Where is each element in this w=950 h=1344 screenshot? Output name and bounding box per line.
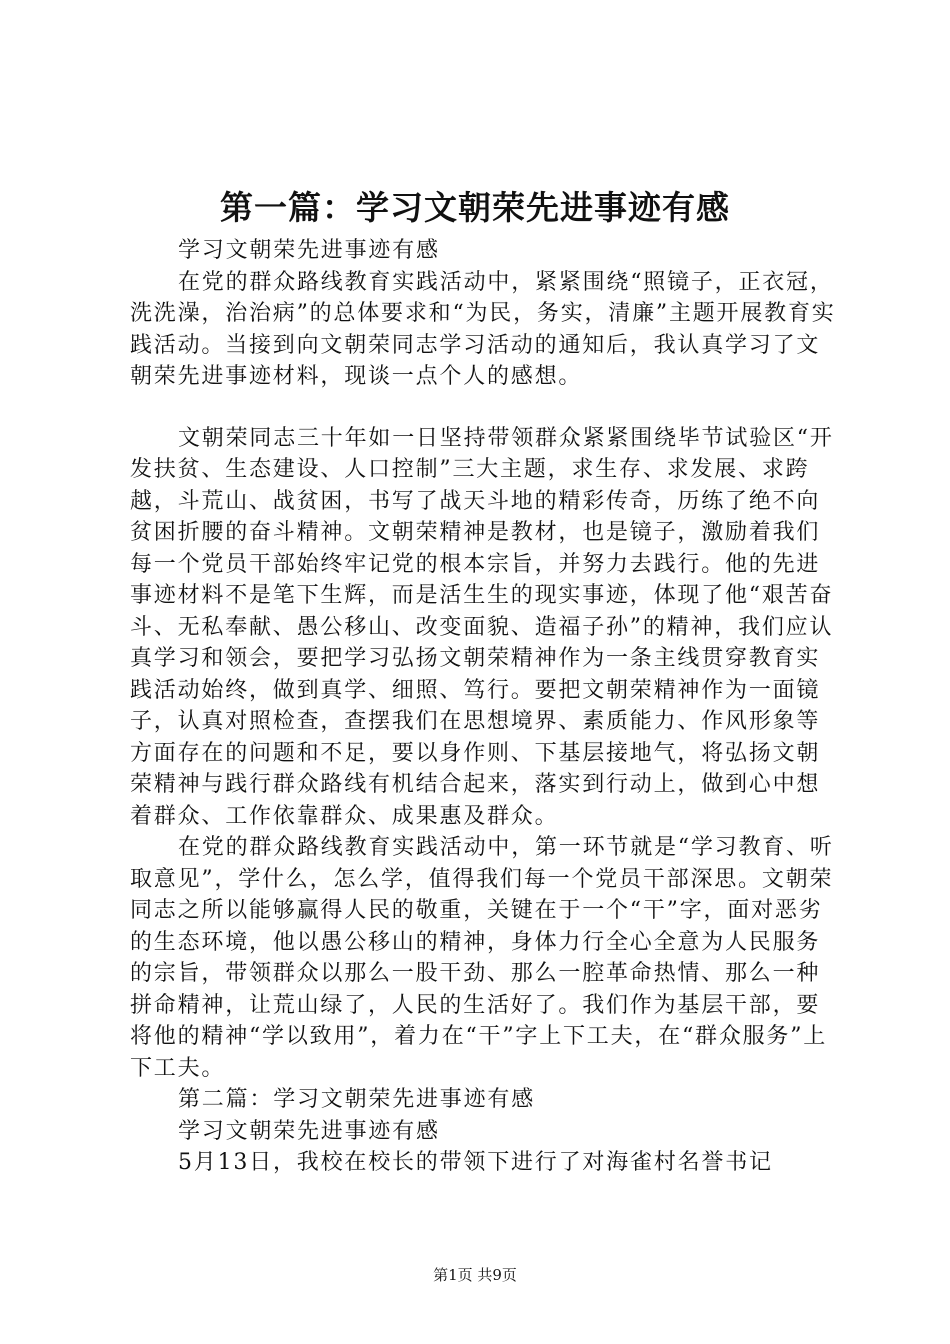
paragraph-main: 文朝荣同志三十年如一日坚持带领群众紧紧围绕毕节试验区“开发扶贫、生态建设、人口控制”三大主题，求生存、求发展、求跨越，斗荒山、战贫困，书写了战天斗地的精彩传奇，历练了绝不向贫困折腰的奋斗精神。文朝荣精神是教材，也是镜子，激励着我们每一个党员干部始终牢记党的根本宗旨，并努力去践行。他的先进事迹材料不是笔下生辉，而是活生生的现实事迹，体现了他“艰苦奋斗、无私奉献、愚公移山、改变面貌、造福子孙”的精神，我们应认真学习和领会，要把学习弘扬文朝荣精神作为一条主线贯穿教育实践活动始终，做到真学、细照、笃行。要把文朝荣精神作为一面镜子，认真对照检查，查摆我们在思想境界、素质能力、作风形象等方面存在的问题和不足，要以身作则、下基层接地气，将弘扬文朝荣精神与践行群众路线有机结合起来，落实到行动上，做到心中想着群众、工作依靠群众、成果惠及群众。 xyxy=(130,425,834,829)
document-body xyxy=(130,235,840,1179)
paragraph-section-two-start: 5月13日，我校在校长的带领下进行了对海雀村名誉书记 xyxy=(178,1150,773,1175)
paragraph-practice: 在党的群众路线教育实践活动中，第一环节就是“学习教育、听取意见”，学什么，怎么学，值得我们每一个党员干部深思。文朝荣同志之所以能够赢得人民的敬重，关键在于一个“干”字，面对恶劣的生态环境，他以愚公移山的精神，身体力行全心全意为人民服务的宗旨，带领群众以那么一股干劲、那么一腔革命热情、那么一种拼命精神，让荒山绿了，人民的生活好了。我们作为基层干部，要将他的精神“学以致用”，着力在“干”字上下工夫，在“群众服务”上下工夫。 xyxy=(130,835,834,1081)
paragraph-section-two-subtitle: 学习文朝荣先进事迹有感 xyxy=(178,1118,440,1144)
page-footer: 第1页 共9页 xyxy=(433,1266,517,1284)
paragraph-section-two-heading: 第二篇：学习文朝荣先进事迹有感 xyxy=(178,1087,536,1112)
document-title: 第一篇：学习文朝荣先进事迹有感 xyxy=(220,188,730,227)
paragraph-intro: 在党的群众路线教育实践活动中，紧紧围绕“照镜子，正衣冠，洗洗澡，治治病”的总体要求和“为民，务实，清廉”主题开展教育实践活动。当接到向文朝荣同志学习活动的通知后，我认真学习了文朝荣先进事迹材料，现谈一点个人的感想。 xyxy=(130,269,836,389)
paragraph-subtitle: 学习文朝荣先进事迹有感 xyxy=(178,238,440,263)
